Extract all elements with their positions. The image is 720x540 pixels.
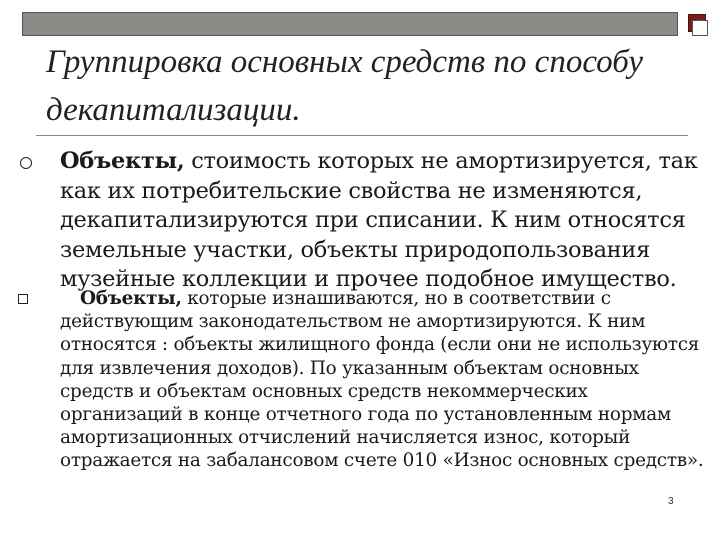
title-divider — [36, 135, 688, 136]
bullet-2-lead: Объекты, — [80, 288, 182, 309]
slide-header-bar — [22, 12, 678, 36]
corner-outline-square — [692, 20, 708, 36]
bullet-1-lead: Объекты, — [60, 148, 185, 174]
bullet-paragraph-1 — [60, 147, 710, 295]
hollow-square-icon — [18, 294, 28, 304]
slide-title: Группировка основных средств по способу декапитализации. — [46, 44, 644, 128]
bullet-paragraph-2 — [60, 287, 712, 473]
bullet-2-text: которые изнашиваются, но в соответствии с действующим законодательством не амортизируются. К ним относятся : объекты жилищного фонда (если они не используются для извлечения доходов). По указанным объектам основных средств и объектам основных средств некоммерческих организаций в конце отчетного года по установленным нормам амортизационных отчислений начисляется износ, который отражается на забалансовом счете 010 «Износ основных средств». — [60, 288, 704, 472]
page-number: 3 — [668, 496, 674, 507]
bullet-1-text: стоимость которых не амортизируется, так как их потребительские свойства не изменяются, декапитализируются при списании. К ним относятся земельные участки, объекты природопользования музейные коллекции и прочее подобное имущество. — [60, 148, 698, 292]
hollow-circle-icon — [20, 157, 32, 169]
